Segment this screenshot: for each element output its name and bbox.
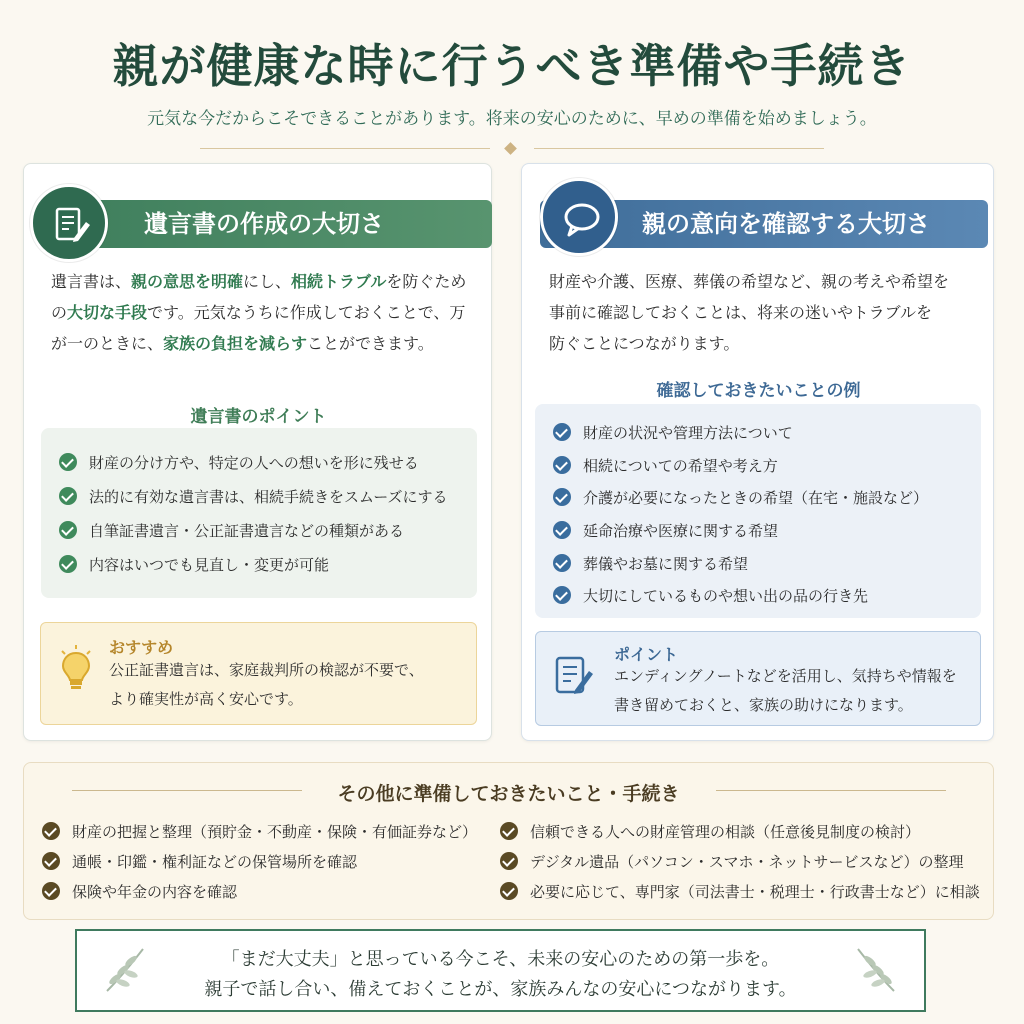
check-circle-icon [59,555,77,573]
body-text-segment: 遺言書は、 [51,272,132,291]
list-item: 介護が必要になったときの希望（在宅・施設など） [553,485,928,509]
list-item: 相続についての希望や考え方 [553,453,778,477]
highlight-text: 親の意思を明確 [131,272,244,291]
closing-line-1: 「まだ大丈夫」と思っている今こそ、未来の安心のための第一歩を。 [221,949,780,970]
check-circle-icon [553,423,571,441]
list-item: 財産の状況や管理方法について [553,420,793,444]
list-item: 自筆証書遺言・公正証書遺言などの種類がある [59,518,404,542]
document-pen-icon [30,184,108,262]
highlight-text: 相続トラブル [291,272,387,291]
other-preparations-title: その他に準備しておきたいこと・手続き [337,783,680,805]
check-circle-icon [500,852,518,870]
list-item: 法的に有効な遺言書は、相続手続きをスムーズにする [59,484,448,508]
intent-card [521,163,994,741]
will-points-title: 遺言書のポイント [190,407,327,427]
check-circle-icon [553,456,571,474]
check-circle-icon [59,453,77,471]
check-circle-icon [42,822,60,840]
list-item: 保険や年金の内容を確認 [42,879,237,903]
list-item: 信頼できる人への財産管理の相談（任意後見制度の検討） [500,819,920,843]
recommendation-title: おすすめ [109,638,174,657]
list-item: 財産の分け方や、特定の人への想いを形に残せる [59,450,419,474]
lightbulb-icon [59,645,93,691]
highlight-text: 家族の負担を減らす [163,334,308,353]
closing-message [75,929,926,1012]
notepad-pen-icon [554,654,594,698]
point-title: ポイント [614,645,679,664]
list-item: デジタル遺品（パソコン・スマホ・ネットサービスなど）の整理 [500,849,964,873]
check-circle-icon [59,487,77,505]
list-item: 葬儀やお墓に関する希望 [553,551,748,575]
check-circle-icon [42,852,60,870]
body-text-segment: ことができます。 [307,334,434,353]
list-item: 財産の把握と整理（預貯金・不動産・保険・有価証券など） [42,819,477,843]
check-circle-icon [500,822,518,840]
intent-card-title: 親の意向を確認する大切さ [540,200,988,248]
closing-line-2: 親子で話し合い、備えておくことが、家族みんなの安心につながります。 [204,979,797,1000]
intent-examples-list [535,404,981,618]
check-circle-icon [553,521,571,539]
check-circle-icon [59,521,77,539]
speech-bubble-icon [540,178,618,256]
list-item: 必要に応じて、専門家（司法書士・税理士・行政書士など）に相談 [500,879,980,903]
page-subtitle: 元気な今だからこそできることがあります。将来の安心のために、早めの準備を始めましょう。 [147,109,877,129]
body-text-segment: です。元気なうちに作成しておくことで、万が一のときに、 [51,303,466,353]
check-circle-icon [42,882,60,900]
check-circle-icon [553,488,571,506]
check-circle-icon [553,586,571,604]
other-preparations-section [23,762,994,920]
will-card [23,163,492,741]
recommendation-text: 公正証書遺言は、家庭裁判所の検認が不要で、 より確実性が高く安心です。 [109,661,424,708]
recommendation-box [40,622,477,725]
list-item: 延命治療や医療に関する希望 [553,518,778,542]
check-circle-icon [553,554,571,572]
will-card-body [51,266,476,359]
list-item: 通帳・印鑑・権利証などの保管場所を確認 [42,849,357,873]
list-item: 内容はいつでも見直し・変更が可能 [59,552,329,576]
page-title: 親が健康な時に行うべき準備や手続き [112,39,912,93]
point-box [535,631,981,726]
point-text: エンディングノートなどを活用し、気持ちや情報を 書き留めておくと、家族の助けになります。 [614,667,957,714]
ornamental-divider [200,146,824,152]
intent-examples-title: 確認しておきたいことの例 [656,381,861,401]
will-points-list [41,428,477,598]
will-card-title: 遺言書の作成の大切さ [52,200,492,248]
list-item: 大切にしているものや想い出の品の行き先 [553,583,868,607]
intent-card-body: 財産や介護、医療、葬儀の希望など、親の考えや希望を 事前に確認しておくことは、将来の迷いやトラブルを 防ぐことにつながります。 [549,272,950,353]
highlight-text: 大切な手段 [67,303,148,322]
body-text-segment: を防ぐための [51,272,467,322]
check-circle-icon [500,882,518,900]
body-text-segment: にし、 [243,272,292,291]
